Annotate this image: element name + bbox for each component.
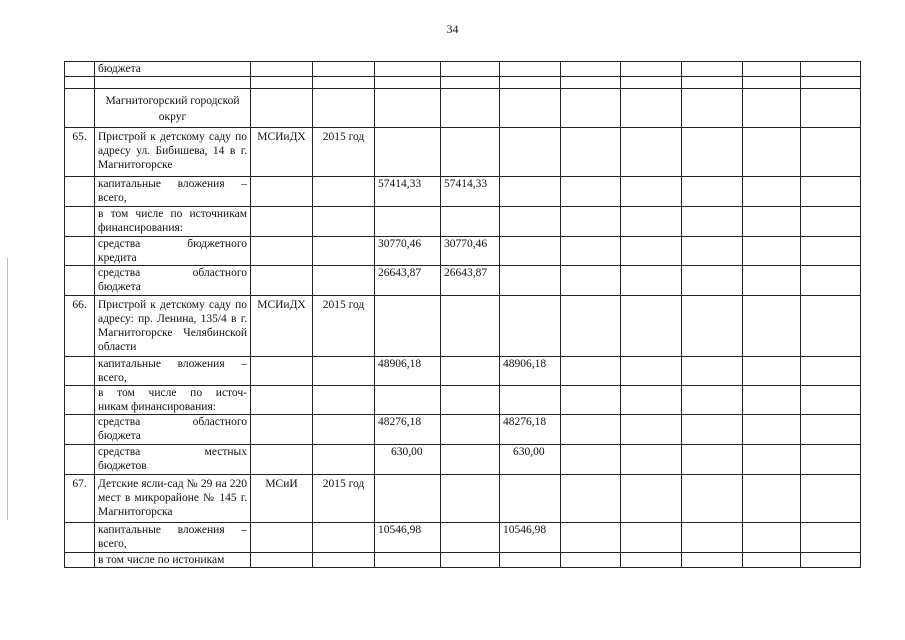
row-description: в том числе по источ- никам финансирования: [95,386,251,415]
row-description: средства областного бюджета [95,415,251,445]
row-description: бюджета [95,62,251,77]
value-col-1: 57414,33 [441,177,500,207]
page-number: 34 [446,22,459,36]
table-row [65,296,861,357]
row-description: в том числе по источникам финансирования: [95,207,251,237]
row-organization: МСИиДХ [251,128,313,177]
table-row [65,177,861,207]
table-row [65,128,861,177]
row-number: 66. [65,296,95,357]
table-row [65,553,861,568]
table-row [65,237,861,266]
row-year: 2015 год [313,475,375,523]
row-description: Пристрой к детскому саду по адресу ул. Бибишева, 14 в г. Магнитогорске [95,128,251,177]
table-row [65,62,861,77]
table-row [65,415,861,445]
row-description: капитальные вложения – всего, [95,523,251,553]
row-organization: МСИиДХ [251,296,313,357]
row-description: капитальные вложения – всего, [95,177,251,207]
value-col-1: 26643,87 [441,266,500,296]
row-number: 65. [65,128,95,177]
row-description: средства местных бюджетов [95,445,251,475]
total-value: 10546,98 [375,523,441,553]
total-value: 48276,18 [375,415,441,445]
row-year: 2015 год [313,128,375,177]
investment-table [64,61,861,568]
total-value: 57414,33 [375,177,441,207]
table-row [65,386,861,415]
row-organization: МСиИ [251,475,313,523]
row-description: Пристрой к детскому саду по адресу: пр. Ленина, 135/4 в г. Магнитогорске Челябинской области [95,296,251,357]
table-row [65,266,861,296]
total-value: 630,00 [375,445,441,475]
row-number: 67. [65,475,95,523]
value-col-1: 30770,46 [441,237,500,266]
total-value: 30770,46 [375,237,441,266]
table-row [65,89,861,128]
table-row [65,357,861,386]
row-description: Детские ясли-сад № 29 на 220 мест в микрорайоне № 145 г. Магнитогорска [95,475,251,523]
row-number [65,62,95,77]
row-description: капитальные вложения – всего, [95,357,251,386]
value-col-2: 48906,18 [500,357,561,386]
table-row [65,523,861,553]
row-year: 2015 год [313,296,375,357]
table-row [65,207,861,237]
value-col-2: 10546,98 [500,523,561,553]
table-row [65,445,861,475]
total-value: 26643,87 [375,266,441,296]
binding-margin-line [7,258,8,520]
value-col-2: 48276,18 [500,415,561,445]
row-description: средства областного бюджета [95,266,251,296]
total-value: 48906,18 [375,357,441,386]
row-description: средства бюджетного кредита [95,237,251,266]
table-spacer-row [65,77,861,89]
table-row [65,475,861,523]
row-description: в том числе по истоникам [95,553,251,568]
value-col-2: 630,00 [500,445,561,475]
section-heading: Магнитогорский городской округ [95,89,251,128]
